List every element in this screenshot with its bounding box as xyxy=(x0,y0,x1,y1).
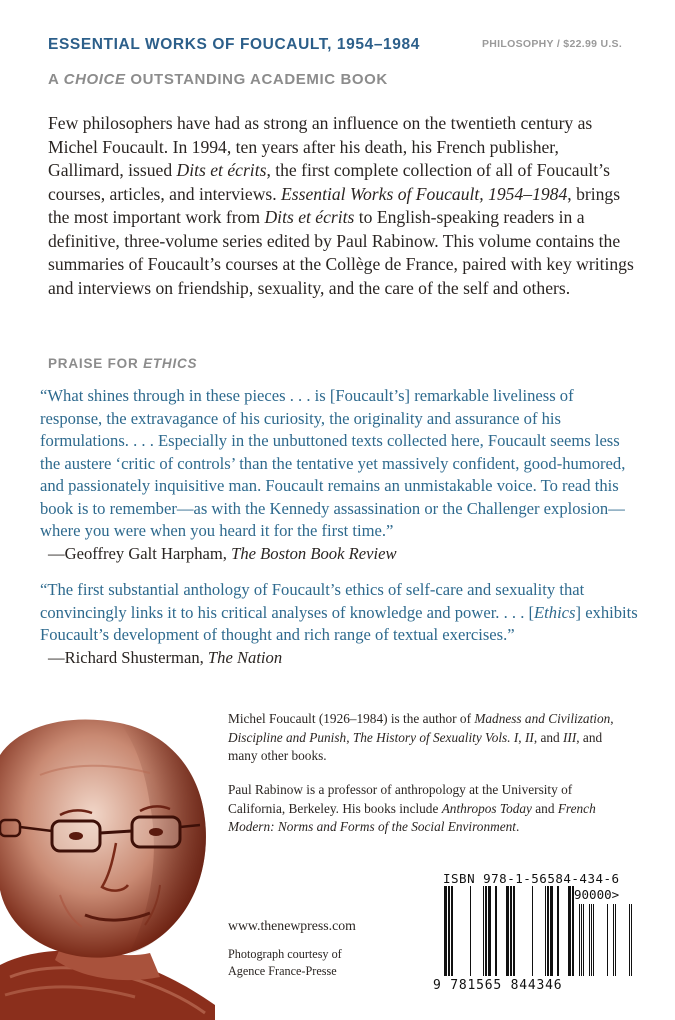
barcode-bar xyxy=(568,886,571,976)
barcode-bar xyxy=(629,904,630,976)
barcode-bar xyxy=(448,886,450,976)
quote-text: “The first substantial anthology of Foucault’s ethics of self-care and sexuality that convincingly links it to his critical analyses of knowledge and power. . . . [ xyxy=(40,580,585,622)
quote-author: —Geoffrey Galt Harpham, xyxy=(48,543,232,563)
barcode-bar xyxy=(485,886,487,976)
photo-credit-line: Photograph courtesy of xyxy=(228,947,342,961)
barcode-bar xyxy=(550,886,553,976)
price-addon-code: 90000> xyxy=(574,887,620,902)
barcode-bar xyxy=(495,886,497,976)
barcode-bar xyxy=(547,886,549,976)
series-title: ESSENTIAL WORKS OF FOUCAULT, 1954–1984 xyxy=(48,36,420,53)
bio-title: French Modern: Norms and Forms of the Social Environment xyxy=(228,800,596,834)
barcode-bar xyxy=(444,886,447,976)
barcode-bar xyxy=(583,904,584,976)
barcode-bar xyxy=(470,886,471,976)
bio-title: III xyxy=(562,729,577,745)
description-part: to English-speaking readers in a definitive, three-volume series edited by Paul Rabinow. This volume contains the summaries of Foucault’s courses at the Collège de France, paired with key writings and interviews on friendship, sexuality, and the care of the self and others. xyxy=(48,207,634,298)
quote-text: “What shines through in these pieces . . . is [Foucault’s] remarkable liveliness of response, the extravagance of his curiosity, the originality and assurance of his formulations. . . . Especially in the unbuttoned texts collected here, Foucault seems less the austere ‘critic of controls’ than the tentative yet massively confident, good-humored, and passionately inquisitive man. Foucault remains an unmistakable voice. To read this book is to remember—as with the Kennedy assassination or the Challenger explosion—where you were when you heard it for the first time.” xyxy=(40,386,626,540)
praise-heading-prefix: PRAISE FOR xyxy=(48,356,144,371)
barcode-bar xyxy=(581,904,582,976)
award-prefix: A xyxy=(48,71,64,88)
bio-text: , xyxy=(346,729,353,745)
bio-text: . xyxy=(515,819,520,834)
bio-text: Paul Rabinow is a professor of anthropology at the University of California, Berkeley. His books include xyxy=(228,782,573,816)
barcode-bar xyxy=(513,886,515,976)
bio-text: , and xyxy=(533,729,563,745)
quote-attribution xyxy=(40,647,638,670)
barcode-bar xyxy=(557,886,559,976)
bio-title: The History of Sexuality Vols. I xyxy=(352,729,519,745)
barcode-bar xyxy=(631,904,632,976)
isbn-number: ISBN 978-1-56584-434-6 xyxy=(443,871,620,886)
photo-credit-line: Agence France-Presse xyxy=(228,964,337,978)
bio-text: Michel Foucault (1926–1984) is the author of xyxy=(228,711,475,726)
barcode-bar xyxy=(545,886,546,976)
bio-title: Anthropos Today xyxy=(441,800,532,816)
praise-quote xyxy=(40,385,638,565)
bio-title: II xyxy=(524,729,534,745)
barcode-bar xyxy=(615,904,616,976)
barcode-bar xyxy=(579,904,580,976)
description-title: Dits et écrits xyxy=(264,207,355,227)
barcode-bar xyxy=(589,904,590,976)
barcode-bar xyxy=(613,904,614,976)
barcode-bar xyxy=(532,886,533,976)
barcode-bar xyxy=(506,886,509,976)
bio-text: , xyxy=(518,729,525,745)
barcode-bar xyxy=(483,886,484,976)
barcode-bar xyxy=(607,904,608,976)
quote-text-italic: Ethics xyxy=(534,602,576,622)
quote-text: ] exhibits Foucault’s development of thought and rich range of textual exercises.” xyxy=(40,602,638,644)
barcode-bar xyxy=(488,886,491,976)
praise-quote xyxy=(40,579,638,669)
quote-source: The Boston Book Review xyxy=(231,543,397,563)
description-title: Essential Works of Foucault, 1954–1984 xyxy=(281,183,568,204)
author-portrait xyxy=(0,715,215,1020)
author-bio-foucault xyxy=(228,710,628,766)
description-part: , the first complete collection of all of Foucault’s courses, articles, and interviews. xyxy=(48,160,610,204)
award-suffix: OUTSTANDING ACADEMIC BOOK xyxy=(125,71,388,88)
barcode-bar xyxy=(593,904,594,976)
bio-title: Discipline and Punish xyxy=(228,729,347,745)
description-part: , brings the most important work from xyxy=(48,183,621,227)
quote-attribution xyxy=(40,543,638,566)
award-line xyxy=(48,71,388,88)
description xyxy=(48,112,636,300)
category-price: PHILOSOPHY / $22.99 U.S. xyxy=(482,38,623,50)
award-italic: CHOICE xyxy=(63,71,126,88)
description-title: Dits et écrits xyxy=(176,160,267,180)
praise-heading-title: ETHICS xyxy=(143,356,198,371)
isbn-barcode xyxy=(433,866,639,1000)
publisher-website[interactable]: www.thenewpress.com xyxy=(228,918,356,933)
author-bio-rabinow xyxy=(228,781,628,837)
photo-credit xyxy=(228,946,428,980)
praise-heading xyxy=(48,356,197,371)
barcode-bar xyxy=(591,904,592,976)
quote-source: The Nation xyxy=(207,647,283,667)
ean-digits: 9 781565 844346 xyxy=(433,978,563,993)
quote-author: —Richard Shusterman, xyxy=(48,647,208,667)
barcode-bar xyxy=(451,886,453,976)
bio-text: , xyxy=(610,711,614,726)
bio-text: and xyxy=(531,800,558,816)
description-part: Few philosophers have had as strong an influence on the twentieth century as Michel Foucault. In 1994, ten years after his death, his French publisher, Gallimard, issued xyxy=(48,113,593,180)
barcode-bar xyxy=(510,886,512,976)
bio-title: Madness and Civilization xyxy=(474,711,611,726)
bio-text: , and many other books. xyxy=(228,729,603,763)
